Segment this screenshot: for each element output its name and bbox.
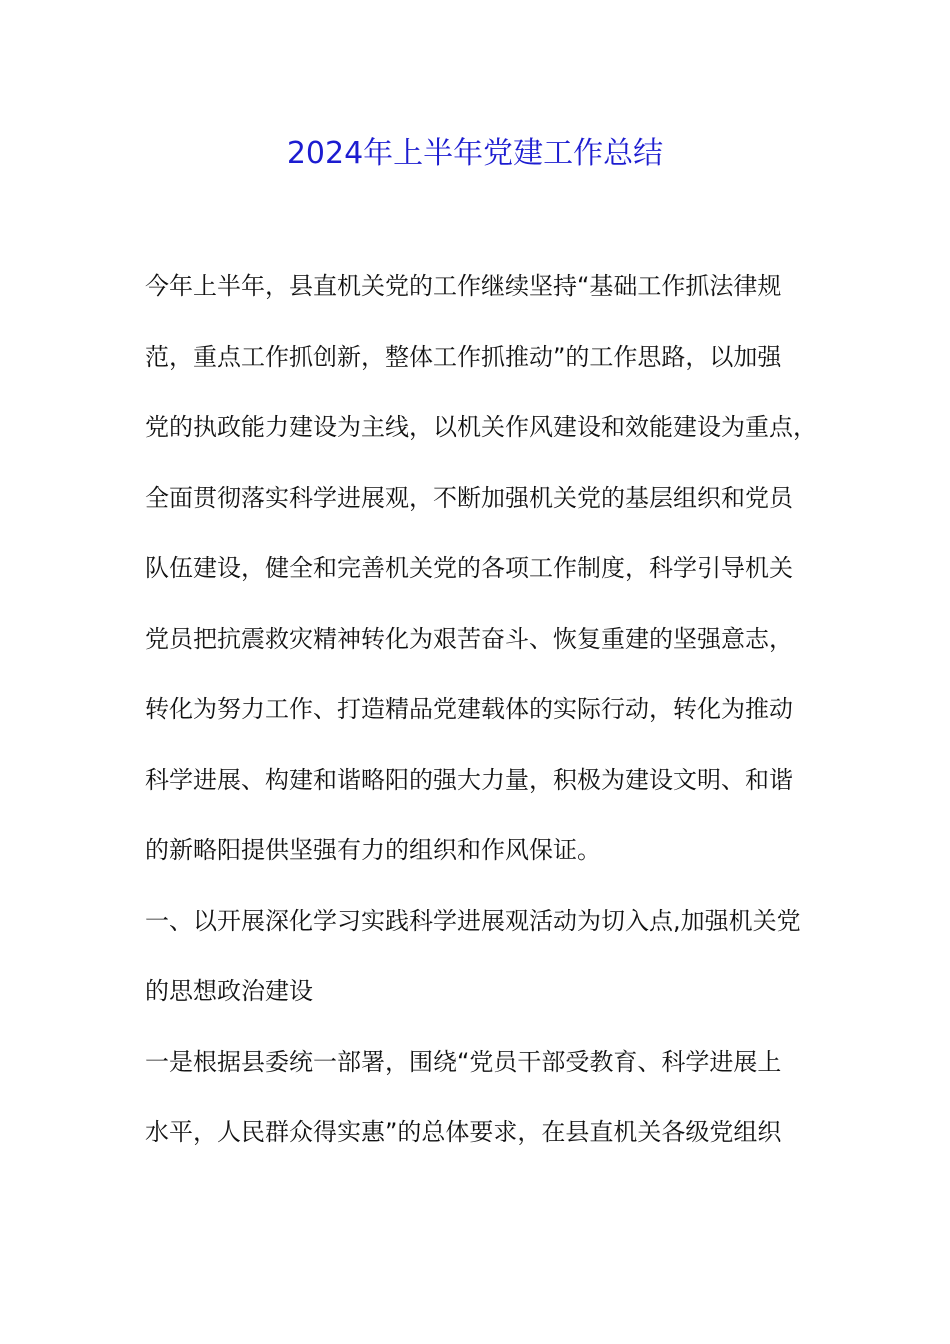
body-line-10: 一是根据县委统一部署，围绕“党员干部受教育、科学进展上 [145, 1047, 782, 1076]
body-line-4: 全面贯彻落实科学进展观，不断加强机关党的基层组织和党员 [145, 483, 793, 512]
body-line-3: 党的执政能力建设为主线，以机关作风建设和效能建设为重点， [145, 413, 817, 441]
body-line-2: 范，重点工作抓创新，整体工作抓推动”的工作思路，以加强 [145, 342, 782, 371]
document-title: 2024年上半年党建工作总结 [286, 136, 664, 171]
body-line-9: 的新略阳提供坚强有力的组织和作风保证。 [145, 836, 601, 864]
body-line-7: 转化为努力工作、打造精品党建载体的实际行动，转化为推动 [145, 695, 793, 723]
body-line-6: 党员把抗震救灾精神转化为艰苦奋斗、恢复重建的坚强意志， [145, 624, 793, 653]
section-heading-line-2: 的思想政治建设 [145, 977, 313, 1005]
body-line-5: 队伍建设，健全和完善机关党的各项工作制度，科学引导机关 [145, 554, 793, 582]
section-heading-line-1: 一、以开展深化学习实践科学进展观活动为切入点,加强机关党 [145, 906, 801, 935]
body-line-1: 今年上半年，县直机关党的工作继续坚持“基础工作抓法律规 [145, 272, 782, 300]
body-line-8: 科学进展、构建和谐略阳的强大力量，积极为建设文明、和谐 [145, 765, 793, 794]
document-body [145, 262, 825, 1179]
body-line-11: 水平，人民群众得实惠”的总体要求，在县直机关各级党组织 [145, 1118, 782, 1146]
